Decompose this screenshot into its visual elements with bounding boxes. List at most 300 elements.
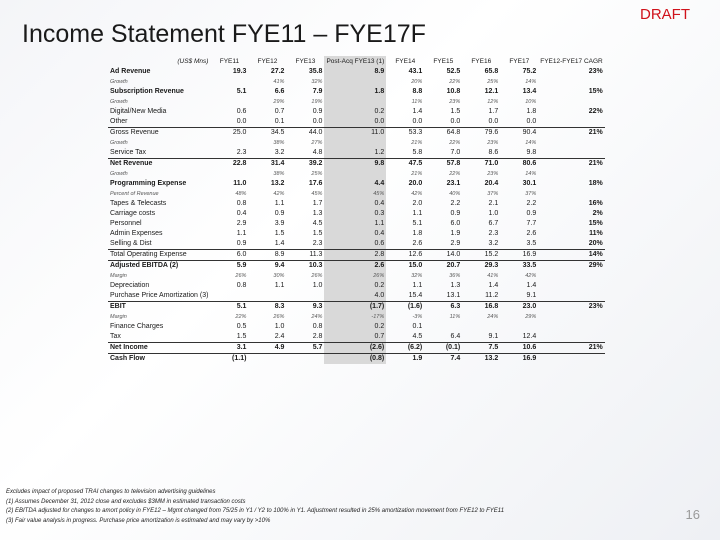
table-cell: 7.7	[526, 220, 537, 227]
table-cell: 6.4	[450, 333, 461, 340]
table-cell: 52.5	[446, 68, 461, 75]
table-row	[108, 250, 605, 261]
table-cell: 1.5	[450, 108, 461, 115]
table-cell: (6.2)	[386, 343, 424, 354]
table-cell: 3.2	[274, 149, 285, 156]
table-cell	[210, 138, 248, 148]
table-cell: 20%	[588, 240, 603, 247]
table-cell: 22%	[449, 171, 461, 177]
table-cell: 8.9	[324, 67, 386, 77]
row-label: Selling & Dist	[110, 240, 152, 247]
table-cell: 0.5	[236, 323, 247, 330]
table-cell: 21%	[411, 171, 423, 177]
table-cell: 0.2	[324, 107, 386, 117]
table-cell: 11.0	[324, 128, 386, 139]
table-cell: 0.0	[236, 118, 247, 125]
table-cell	[210, 291, 248, 302]
column-header: FYE15	[433, 57, 454, 65]
row-label: Growth	[110, 140, 128, 146]
table-cell	[538, 148, 605, 159]
table-cell: 1.4	[274, 240, 285, 247]
table-cell: 1.8	[412, 230, 423, 237]
table-cell: 11%	[411, 99, 423, 105]
table-cell	[462, 322, 500, 332]
table-cell: 1.4	[488, 282, 499, 289]
table-cell: 11.3	[286, 250, 324, 261]
table-cell: 0.1	[412, 323, 423, 330]
table-cell: 10.6	[500, 343, 538, 354]
table-cell: 35.8	[308, 68, 323, 75]
table-cell: 2.8	[312, 333, 323, 340]
table-row	[108, 261, 605, 272]
table-row	[108, 97, 605, 107]
table-cell: 44.0	[286, 128, 324, 139]
table-row	[108, 67, 605, 77]
table-cell: 22.8	[210, 159, 248, 170]
table-cell: 0.3	[324, 209, 386, 219]
table-cell: 25%	[311, 171, 323, 177]
table-cell: 7.5	[462, 343, 500, 354]
table-cell: (2.6)	[324, 343, 386, 354]
table-cell: 29%	[273, 99, 285, 105]
table-cell	[538, 138, 605, 148]
table-row	[108, 148, 605, 159]
table-row	[108, 281, 605, 291]
table-cell: 11%	[449, 314, 461, 320]
table-cell: 31.4	[248, 159, 286, 170]
row-label: Personnel	[110, 220, 142, 227]
slide-title: Income Statement FYE11 – FYE17F	[22, 20, 426, 48]
table-cell: 23%	[487, 171, 499, 177]
table-cell: 29.3	[462, 261, 500, 272]
draft-label: DRAFT	[640, 6, 690, 23]
row-label: Adjusted EBITDA (2)	[108, 261, 210, 272]
row-label: EBIT	[108, 302, 210, 313]
column-header: FYE12	[257, 57, 278, 65]
table-cell: 20%	[411, 79, 423, 85]
table-cell: 22%	[449, 79, 461, 85]
table-cell: 1.0	[312, 282, 323, 289]
table-cell: 19%	[311, 99, 323, 105]
table-cell	[538, 312, 605, 322]
table-cell	[324, 138, 386, 148]
table-cell: 9.8	[324, 159, 386, 170]
table-cell: (1.6)	[386, 302, 424, 313]
table-cell: 14%	[538, 250, 605, 261]
table-cell: 12.4	[522, 333, 537, 340]
table-cell: 2.6	[324, 261, 386, 272]
table-cell: 1.8	[526, 108, 537, 115]
table-cell: 23.0	[500, 302, 538, 313]
table-cell: 36%	[449, 273, 461, 279]
table-cell: 53.3	[386, 128, 424, 139]
table-cell: 21%	[538, 343, 605, 354]
row-label: Depreciation	[110, 282, 150, 289]
table-cell: 10%	[525, 99, 537, 105]
table-cell: 39.2	[286, 159, 324, 170]
table-cell: 11.2	[485, 292, 499, 299]
table-cell: 0.9	[312, 108, 323, 115]
table-cell: 38%	[273, 171, 285, 177]
table-cell: 18%	[588, 180, 603, 187]
table-cell: 2.2	[526, 200, 537, 207]
table-cell: 0.8	[236, 282, 247, 289]
table-cell: 2.9	[450, 240, 461, 247]
table-cell: 17.6	[308, 180, 323, 187]
income-statement-table-wrapper	[108, 56, 605, 364]
table-cell: 5.8	[412, 149, 423, 156]
table-cell: 40%	[449, 191, 461, 197]
table-cell: 27%	[311, 140, 323, 146]
column-header: FYE11	[219, 57, 240, 65]
table-cell	[324, 77, 386, 87]
table-cell: 41%	[487, 273, 499, 279]
table-cell: 2.8	[324, 250, 386, 261]
table-cell	[538, 281, 605, 291]
table-cell: 2.9	[236, 220, 247, 227]
table-cell: 0.0	[450, 118, 461, 125]
table-cell: 1.2	[324, 148, 386, 159]
table-cell	[538, 77, 605, 87]
table-cell: 0.9	[236, 240, 247, 247]
table-cell: 15.0	[386, 261, 424, 272]
table-cell	[538, 291, 605, 302]
table-cell: 1.3	[312, 210, 323, 217]
table-cell: 16%	[588, 200, 603, 207]
table-cell: 20.0	[408, 180, 423, 187]
table-cell: 6.0	[210, 250, 248, 261]
table-cell: 0.2	[324, 281, 386, 291]
table-cell: 90.4	[500, 128, 538, 139]
table-cell: -17%	[324, 312, 386, 322]
table-cell: 0.4	[324, 199, 386, 209]
table-cell: 4.8	[312, 149, 323, 156]
table-cell: 37%	[525, 191, 537, 197]
table-cell: 15.2	[462, 250, 500, 261]
table-cell	[248, 291, 286, 302]
table-header-row	[108, 56, 605, 67]
table-cell: 33.5	[500, 261, 538, 272]
table-cell: 3.2	[488, 240, 499, 247]
table-cell: 0.9	[450, 210, 461, 217]
table-cell: 5.1	[236, 88, 247, 95]
table-row	[108, 271, 605, 281]
table-cell: 38%	[273, 140, 285, 146]
table-cell: 2.3	[488, 230, 499, 237]
table-cell: 8.9	[248, 250, 286, 261]
table-cell: 20.4	[484, 180, 499, 187]
row-label: Ad Revenue	[110, 68, 151, 75]
table-cell: 26%	[235, 273, 247, 279]
footnotes	[6, 488, 504, 526]
table-cell: 15%	[588, 220, 603, 227]
table-cell: 22%	[235, 314, 247, 320]
table-cell: 1.0	[274, 323, 285, 330]
table-cell: 6.7	[488, 220, 499, 227]
column-header: FYE16	[471, 57, 492, 65]
table-cell: 7.9	[312, 88, 323, 95]
row-label: Total Operating Expense	[108, 250, 210, 261]
table-row	[108, 87, 605, 97]
table-cell: 37%	[487, 191, 499, 197]
table-cell: 22%	[449, 140, 461, 146]
table-cell: 0.7	[274, 108, 285, 115]
table-cell: 1.4	[412, 108, 423, 115]
table-cell: 42%	[273, 191, 285, 197]
table-row	[108, 159, 605, 170]
table-cell: 1.8	[324, 87, 386, 97]
page-number: 16	[685, 507, 700, 522]
row-label: Programming Expense	[110, 180, 187, 187]
table-cell: 21%	[538, 159, 605, 170]
table-cell	[538, 97, 605, 107]
table-cell: 7.4	[424, 354, 462, 365]
table-cell: 1.1	[274, 282, 285, 289]
table-cell	[324, 169, 386, 179]
column-header: FYE14	[395, 57, 416, 65]
table-row	[108, 179, 605, 189]
table-cell: 23%	[449, 99, 461, 105]
table-cell: 65.8	[484, 68, 499, 75]
table-cell	[538, 271, 605, 281]
row-label: Subscription Revenue	[110, 88, 184, 95]
row-label: Growth	[110, 79, 128, 85]
column-header: Post-Acq FYE13 (1)	[324, 56, 386, 67]
row-label: Margin	[110, 314, 127, 320]
table-cell: 30.1	[522, 180, 537, 187]
table-cell: 0.0	[412, 118, 423, 125]
table-cell: 0.8	[312, 323, 323, 330]
table-cell: 4.0	[324, 291, 386, 302]
table-cell: 8.3	[248, 302, 286, 313]
table-cell: 12%	[487, 99, 499, 105]
table-cell: 11.0	[233, 180, 247, 187]
row-label: Purchase Price Amortization (3)	[110, 292, 209, 299]
table-cell: 4.5	[312, 220, 323, 227]
table-cell: 1.5	[274, 230, 285, 237]
table-cell: (1.7)	[324, 302, 386, 313]
row-label: Carriage costs	[110, 210, 156, 217]
income-statement-table	[108, 56, 605, 364]
column-header: FYE17	[509, 57, 530, 65]
table-cell: 2.1	[488, 200, 499, 207]
unit-label: (US$ Mns)	[177, 57, 209, 65]
table-cell: 0.0	[526, 118, 537, 125]
table-cell: 32%	[411, 273, 423, 279]
table-cell: 48%	[235, 191, 247, 197]
table-cell	[538, 354, 605, 365]
table-cell: 5.7	[286, 343, 324, 354]
table-cell: 43.1	[408, 68, 423, 75]
table-cell: 2.0	[412, 200, 423, 207]
table-cell: 1.1	[274, 200, 285, 207]
table-cell	[210, 169, 248, 179]
table-cell: 1.5	[312, 230, 323, 237]
table-row	[108, 239, 605, 250]
table-cell: 13.2	[462, 354, 500, 365]
table-row	[108, 343, 605, 354]
row-label: Net Income	[108, 343, 210, 354]
row-label: Tapes & Telecasts	[110, 200, 167, 207]
table-cell: 64.8	[424, 128, 462, 139]
table-cell: 42%	[411, 191, 423, 197]
table-row	[108, 302, 605, 313]
table-cell: 12.1	[484, 88, 499, 95]
table-cell: 23.1	[446, 180, 461, 187]
row-label: Gross Revenue	[108, 128, 210, 139]
table-row	[108, 117, 605, 128]
row-label: Growth	[110, 171, 128, 177]
table-row	[108, 128, 605, 139]
table-cell: 27.2	[270, 68, 285, 75]
table-cell: 80.6	[500, 159, 538, 170]
table-row	[108, 107, 605, 117]
table-cell: 1.1	[412, 210, 423, 217]
table-cell: 5.9	[210, 261, 248, 272]
table-cell: 3.1	[210, 343, 248, 354]
table-cell: 26%	[324, 271, 386, 281]
table-cell: 13.1	[446, 292, 461, 299]
table-cell	[538, 189, 605, 199]
table-cell	[538, 169, 605, 179]
table-cell: 5.1	[210, 302, 248, 313]
table-cell: 1.3	[450, 282, 461, 289]
table-row	[108, 209, 605, 219]
table-cell: 0.4	[236, 210, 247, 217]
table-cell: 14.0	[424, 250, 462, 261]
table-cell: 11%	[589, 230, 603, 237]
table-cell: 6.0	[450, 220, 461, 227]
table-cell: 22%	[588, 108, 603, 115]
table-cell: 15.4	[408, 292, 423, 299]
table-cell: 16.9	[500, 354, 538, 365]
table-cell: 6.6	[274, 88, 285, 95]
table-cell: 12.6	[386, 250, 424, 261]
table-cell: 4.5	[412, 333, 423, 340]
footnote: (2) EBITDA adjusted for changes to amort policy in FYE12 – Mgmt changed from 75/25 in Y1 / Y2 to 100% in Y1. Adjustment resulted in 25% amortization movement from FYE12 to FYE11	[6, 508, 505, 514]
row-label: Margin	[110, 273, 127, 279]
table-cell: 26%	[273, 314, 285, 320]
table-body	[108, 56, 605, 364]
table-cell: 1.7	[312, 200, 323, 207]
table-cell: 45%	[324, 189, 386, 199]
table-cell: 34.5	[248, 128, 286, 139]
table-cell: 1.4	[526, 282, 537, 289]
table-cell: 45%	[311, 191, 323, 197]
row-label: Percent of Revenue	[110, 191, 159, 197]
table-cell	[324, 97, 386, 107]
table-cell: 16.8	[462, 302, 500, 313]
table-cell: 41%	[273, 79, 285, 85]
table-cell: 32%	[311, 79, 323, 85]
row-label: Digital/New Media	[110, 108, 167, 115]
table-cell: 47.5	[386, 159, 424, 170]
table-cell: 23%	[487, 140, 499, 146]
table-cell: 7.0	[450, 149, 461, 156]
row-label: Net Revenue	[108, 159, 210, 170]
table-cell: 0.9	[526, 210, 537, 217]
table-cell	[286, 354, 324, 365]
footnote: (1) Assumes December 31, 2012 close and excludes $3MM in estimated transaction costs	[6, 498, 246, 505]
table-cell: 1.9	[386, 354, 424, 365]
table-cell: 1.1	[412, 282, 423, 289]
table-cell: (1.1)	[210, 354, 248, 365]
table-cell: 24%	[487, 314, 499, 320]
table-cell: 1.5	[236, 333, 247, 340]
table-cell: 1.0	[488, 210, 499, 217]
table-cell	[210, 97, 248, 107]
table-cell: 9.8	[526, 149, 537, 156]
table-cell: 8.6	[488, 149, 499, 156]
table-cell: 8.8	[412, 88, 423, 95]
table-cell: 79.6	[462, 128, 500, 139]
table-row	[108, 138, 605, 148]
table-cell: 0.4	[324, 229, 386, 239]
table-cell: 4.9	[248, 343, 286, 354]
table-cell: 30%	[273, 273, 285, 279]
table-cell: 1.7	[488, 108, 499, 115]
table-cell: 0.1	[274, 118, 285, 125]
table-cell: -3%	[412, 314, 423, 320]
table-cell: 5.1	[412, 220, 423, 227]
table-row	[108, 199, 605, 209]
table-cell: 19.3	[232, 68, 247, 75]
table-cell: (0.1)	[424, 343, 462, 354]
table-cell: 2.3	[236, 149, 247, 156]
table-cell: 26%	[311, 273, 323, 279]
table-cell: 23%	[588, 68, 603, 75]
table-cell: 21%	[411, 140, 423, 146]
table-cell	[500, 322, 538, 332]
table-cell: 1.1	[236, 230, 247, 237]
table-cell: 16.9	[500, 250, 538, 261]
table-cell: 13.2	[270, 180, 285, 187]
table-cell: 57.8	[424, 159, 462, 170]
table-row	[108, 332, 605, 343]
table-row	[108, 189, 605, 199]
table-cell: 2.2	[450, 200, 461, 207]
table-cell: 10.3	[286, 261, 324, 272]
table-cell	[538, 332, 605, 343]
table-cell: 9.4	[248, 261, 286, 272]
table-cell: 9.1	[526, 292, 537, 299]
table-cell	[286, 291, 324, 302]
table-cell: 10.8	[446, 88, 461, 95]
footnote: (3) Fair value analysis in progress. Purchase price amortization is estimated and may vary by >10%	[6, 517, 271, 524]
table-cell: 29%	[525, 314, 537, 320]
table-cell: 14%	[525, 171, 537, 177]
footnote: Excludes impact of proposed TRAI changes to television advertising guidelines	[6, 489, 216, 495]
table-cell: 14%	[525, 140, 537, 146]
table-row	[108, 322, 605, 332]
table-cell	[424, 322, 462, 332]
table-cell	[248, 354, 286, 365]
table-cell: 2%	[592, 210, 603, 217]
row-label: Tax	[110, 333, 121, 340]
table-cell: (0.8)	[324, 354, 386, 365]
table-cell: 0.6	[236, 108, 247, 115]
row-label: Cash Flow	[108, 354, 210, 365]
column-header: FYE12-FYE17 CAGR	[540, 57, 603, 65]
table-cell: 0.9	[274, 210, 285, 217]
row-label: Admin Expenses	[110, 230, 163, 237]
table-cell: 75.2	[522, 68, 537, 75]
table-cell: 29%	[538, 261, 605, 272]
table-cell	[538, 117, 605, 128]
table-cell: 1.9	[450, 230, 461, 237]
table-cell: 0.0	[488, 118, 499, 125]
table-cell: 14%	[525, 79, 537, 85]
